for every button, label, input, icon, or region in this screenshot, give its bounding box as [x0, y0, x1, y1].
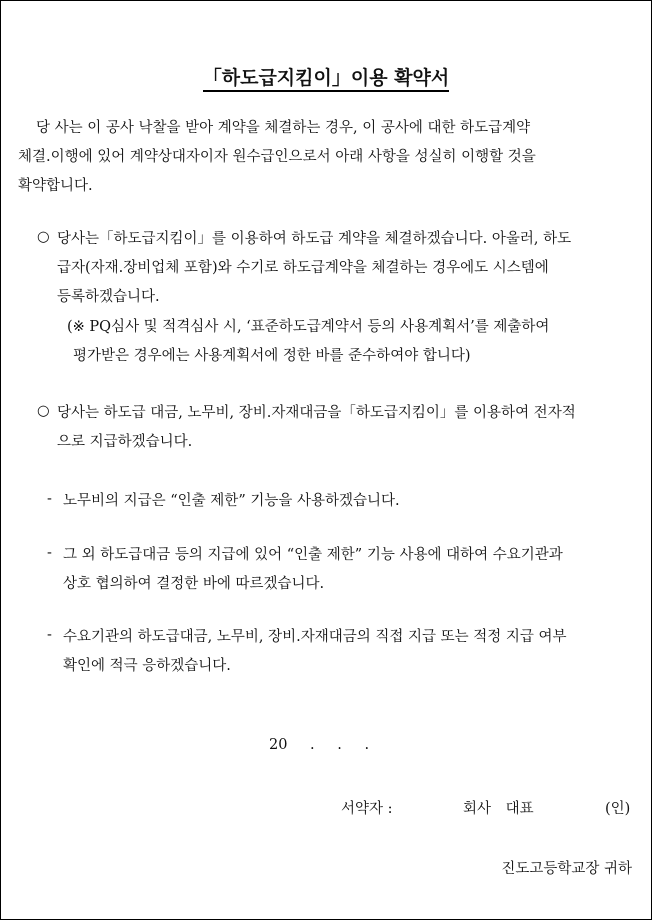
pledge-item-2: ○ 당사는 하도급 대금, 노무비, 장비.자재대금을「하도급지킴이」를 이용하여 전자적 으로 지급하겠습니다. [37, 403, 576, 450]
date-line: 20 . . . [269, 737, 370, 753]
intro-paragraph: 당 사는 이 공사 낙찰을 받아 계약을 체결하는 경우, 이 공사에 대한 하도급계약 체결.이행에 있어 계약상대자이자 원수급인으로서 아래 사항을 성실히 이행할 것을 확약합니다. [18, 120, 536, 194]
circle-bullet: ○ [37, 403, 50, 419]
document-title: 「하도급지킴이」이용 확약서 [1, 63, 651, 90]
pledge-note: (※ PQ심사 및 적격심사 시, ‘표준하도급계약서 등의 사용계획서’를 제출하여 평가받은 경우에는 사용계획서에 정한 바를 준수하여야 합니다) [67, 319, 550, 364]
dash-bullet: - [47, 627, 52, 643]
company-representative: 회사 대표 [463, 801, 534, 817]
seal-mark: (인) [605, 801, 631, 817]
signer-label: 서약자 : [341, 801, 393, 817]
pledge-item-1: ○ 당사는「하도급지킴이」를 이용하여 하도급 계약을 체결하겠습니다. 아울러, 하도 급자(자재.장비업체 포함)와 수기로 하도급계약을 체결하는 경우에도 시스템에 등록하겠습니다. [37, 229, 572, 305]
sub-item-2: - 그 외 하도급대금 등의 지급에 있어 “인출 제한” 기능 사용에 대하여 수요기관과 상호 협의하여 결정한 바에 따르겠습니다. [47, 545, 563, 592]
dash-bullet: - [47, 491, 52, 507]
addressee: 진도고등학교장 귀하 [501, 861, 632, 877]
sub-item-1: - 노무비의 지급은 “인출 제한” 기능을 사용하겠습니다. [47, 491, 400, 509]
sub-item-3: - 수요기관의 하도급대금, 노무비, 장비.자재대금의 직접 지급 또는 적정 지급 여부 확인에 적극 응하겠습니다. [47, 627, 567, 674]
dash-bullet: - [47, 545, 52, 561]
circle-bullet: ○ [37, 229, 50, 245]
